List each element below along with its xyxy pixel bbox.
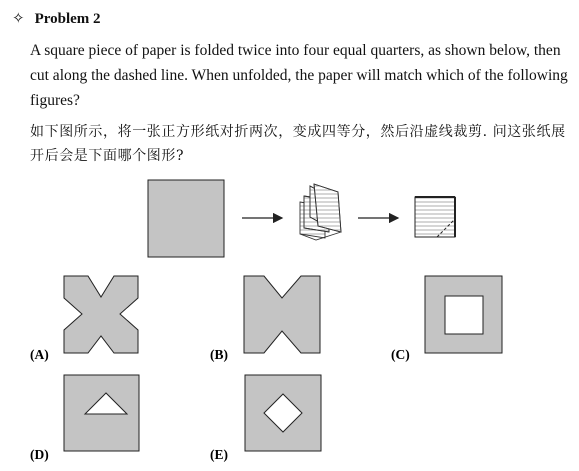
folded-paper-sketch xyxy=(300,184,341,240)
option-e-figure xyxy=(245,375,321,451)
option-a-figure xyxy=(64,276,138,353)
option-d-label: (D) xyxy=(30,447,49,462)
quarter-with-cut-line xyxy=(415,197,455,237)
problem-title: Problem 2 xyxy=(34,11,101,27)
option-a-label: (A) xyxy=(30,347,49,362)
option-c-label: (C) xyxy=(391,347,410,362)
option-c-figure xyxy=(425,276,502,353)
diamond-marker-icon: ✧ xyxy=(12,11,25,27)
square-paper xyxy=(148,180,224,257)
option-e-label: (E) xyxy=(210,447,228,462)
option-b-figure xyxy=(244,276,320,353)
problem-text-english: A square piece of paper is folded twice into four equal quarters, as shown below, then cut along the dashed line. When unfolded, the paper will match which of the following figures? xyxy=(30,42,568,109)
problem-text-chinese: 如下图所示，将一张正方形纸对折两次，变成四等分，然后沿虚线裁剪. 问这张纸展开后会是下面哪个图形? xyxy=(30,124,566,164)
option-b-label: (B) xyxy=(210,347,228,362)
option-d-figure xyxy=(64,375,139,451)
